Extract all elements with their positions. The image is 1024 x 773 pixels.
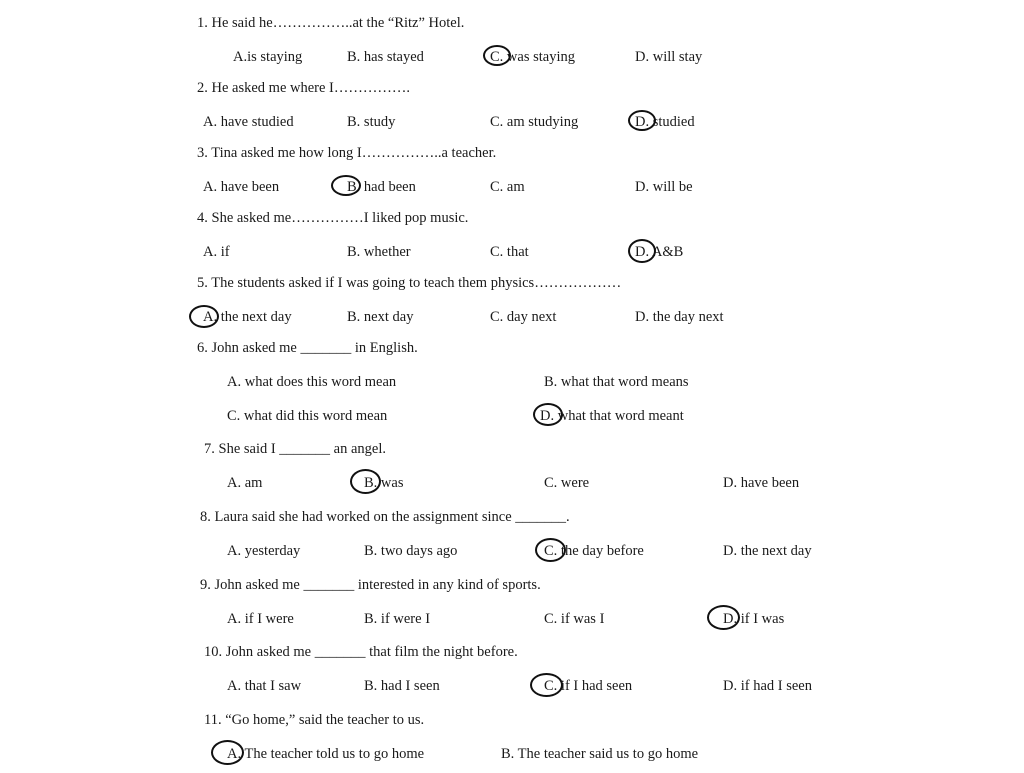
option-a: A. the next day [203, 309, 292, 325]
option-d: D. have been [723, 475, 800, 491]
question-stem: 9. John asked me _______ interested in any kind of sports. [200, 577, 541, 593]
question-stem: 2. He asked me where I……………. [197, 80, 411, 96]
option-c: C. was staying [490, 49, 575, 65]
option-a: A. am [227, 475, 263, 491]
option-d: D. what that word meant [540, 408, 684, 424]
option-b: B. had been [347, 179, 416, 195]
option-d: D. will stay [635, 49, 703, 65]
option-c: C. were [544, 475, 590, 491]
option-d: D. will be [635, 179, 693, 195]
option-d: D. A&B [635, 244, 684, 260]
option-c: C. if I had seen [544, 678, 633, 694]
option-c: C. if was I [544, 611, 605, 627]
question-stem: 11. “Go home,” said the teacher to us. [204, 712, 425, 728]
option-b: B. what that word means [544, 374, 689, 390]
option-c: C. day next [490, 309, 557, 325]
option-b: B. whether [347, 244, 411, 260]
question-stem: 7. She said I _______ an angel. [204, 441, 387, 457]
option-c: C. am studying [490, 114, 579, 130]
question-stem: 4. She asked me……………I liked pop music. [197, 210, 469, 226]
option-b: B. The teacher said us to go home [501, 746, 699, 762]
option-a: A. have been [203, 179, 280, 195]
question-stem: 6. John asked me _______ in English. [197, 340, 418, 356]
question-stem: 8. Laura said she had worked on the assignment since _______. [200, 509, 570, 525]
option-b: B. if were I [364, 611, 431, 627]
option-a: A. if I were [227, 611, 294, 627]
question-stem: 10. John asked me _______ that film the night before. [204, 644, 518, 660]
option-c: C. am [490, 179, 525, 195]
option-a: A. The teacher told us to go home [227, 746, 425, 762]
option-d: D. if had I seen [723, 678, 812, 694]
question-stem: 3. Tina asked me how long I……………..a teacher. [197, 145, 497, 161]
option-c: C. that [490, 244, 529, 260]
option-a: A. yesterday [227, 543, 301, 559]
option-a: A. have studied [203, 114, 294, 130]
option-d: D. studied [635, 114, 695, 130]
option-a: A. that I saw [227, 678, 302, 694]
option-b: B. has stayed [347, 49, 424, 65]
option-b: B. study [347, 114, 396, 130]
option-d: D. the next day [723, 543, 812, 559]
option-b: B. was [364, 475, 404, 491]
option-c: C. the day before [544, 543, 644, 559]
question-stem: 1. He said he……………..at the “Ritz” Hotel. [197, 15, 465, 31]
option-b: B. next day [347, 309, 414, 325]
option-c: C. what did this word mean [227, 408, 388, 424]
option-d: D. the day next [635, 309, 724, 325]
question-stem: 5. The students asked if I was going to teach them physics……………… [197, 275, 622, 291]
option-a: A. what does this word mean [227, 374, 397, 390]
option-a: A. if [203, 244, 230, 260]
option-d: D. if I was [723, 611, 785, 627]
option-b: B. two days ago [364, 543, 458, 559]
option-a: A.is staying [233, 49, 303, 65]
option-b: B. had I seen [364, 678, 440, 694]
